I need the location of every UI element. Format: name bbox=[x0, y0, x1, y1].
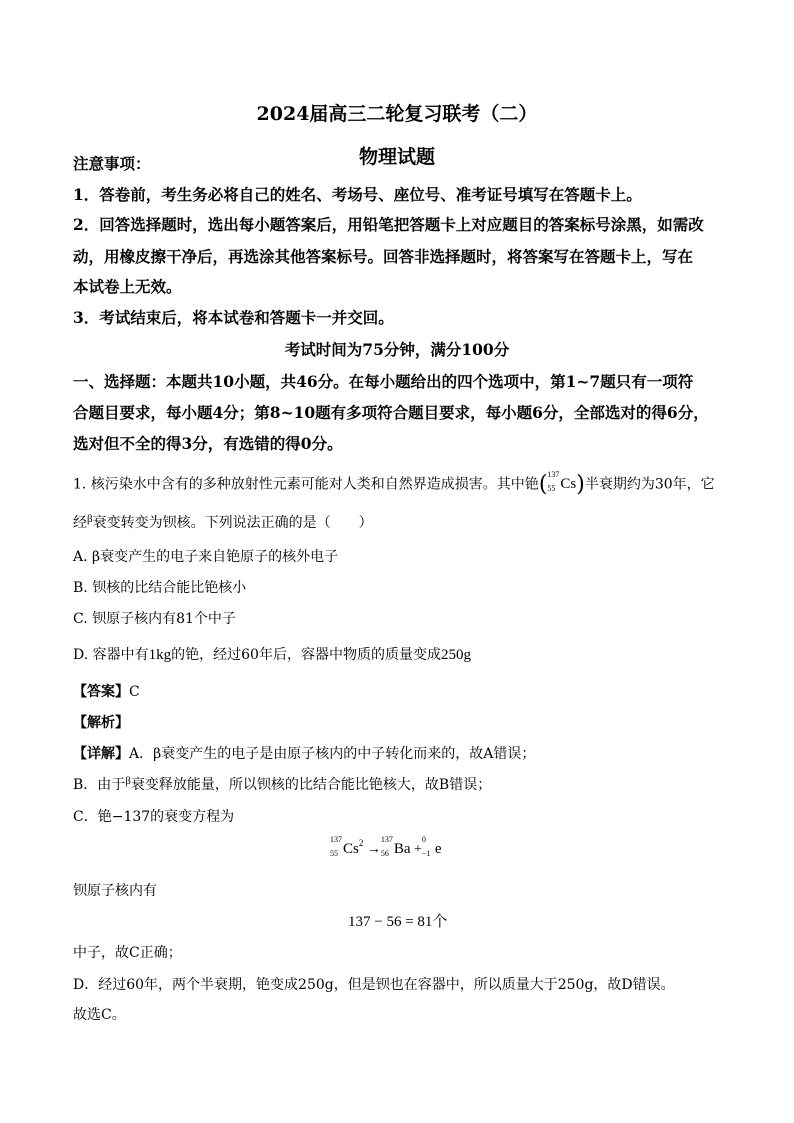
eq-e-atomic: −1 bbox=[421, 849, 431, 859]
eq-cs-mass: 137 bbox=[330, 835, 342, 845]
eq-arrow: → bbox=[366, 842, 381, 857]
detail-b-part-1: B．由于 bbox=[73, 777, 126, 793]
section1-line-1: 一、选择题：本题共10小题，共46分。在每小题给出的四个选项中，第1~7题只有一项符 bbox=[73, 372, 694, 391]
notice-item-3: 3．考试结束后，将本试卷和答题卡一并交回。 bbox=[73, 308, 394, 327]
answer-label: 【答案】 bbox=[73, 684, 129, 700]
eq-electron bbox=[421, 835, 442, 859]
beta-symbol: β bbox=[87, 513, 93, 525]
neutron-calc: 137 − 56 = 81个 bbox=[348, 914, 448, 930]
notice-heading: 注意事项： bbox=[73, 154, 151, 173]
question-1-stem-part-1: 1. 核污染水中含有的多种放射性元素可能对人类和自然界造成损害。其中铯 bbox=[73, 476, 539, 493]
eq-barium bbox=[380, 835, 411, 859]
cesium-symbol: Cs bbox=[560, 476, 577, 492]
option-d-mass-2: 250g bbox=[440, 647, 471, 663]
detail-b-part-2: 衰变释放能量，所以钡核的比结合能比铯核大，故B错误； bbox=[130, 777, 492, 793]
eq-cs-extra: 2 bbox=[358, 838, 364, 848]
notice-item-2-line-1: 2．回答选择题时，选出每小题答案后，用铅笔把答题卡上对应题目的答案标号涂黑，如需改 bbox=[73, 215, 704, 234]
detail-a-line bbox=[73, 743, 535, 763]
question-1-stem-part-2: 半衰期约为30年，它 bbox=[584, 476, 715, 493]
eq-ba-mass: 137 bbox=[380, 835, 393, 845]
close-paren: ) bbox=[576, 472, 585, 497]
option-b: B. 钡核的比结合能比铯核小 bbox=[73, 580, 247, 596]
detail-a-text: A．β衰变产生的电子是由原子核内的中子转化而来的，故A错误； bbox=[129, 746, 536, 762]
question-1-stem-line-2 bbox=[73, 512, 373, 532]
decay-equation bbox=[330, 835, 442, 859]
eq-ba-symbol: Ba bbox=[393, 841, 411, 858]
detail-c-line: C．铯−137的衰变方程为 bbox=[73, 809, 235, 825]
notice-item-1: 1．答卷前，考生务必将自己的姓名、考场号、座位号、准考证号填写在答题卡上。 bbox=[73, 185, 642, 204]
detail-label: 【详解】 bbox=[73, 746, 129, 762]
eq-e-symbol: e bbox=[434, 841, 442, 858]
cesium-atomic-number: 55 bbox=[547, 484, 556, 493]
detail-b-line bbox=[73, 774, 491, 794]
option-d-part-1: D. 容器中有 bbox=[73, 647, 149, 663]
section1-line-2: 合题目要求，每小题4分；第8~10题有多项符合题目要求，每小题6分，全部选对的得6分， bbox=[73, 403, 709, 422]
option-d-mass-1: 1kg bbox=[148, 647, 172, 663]
eq-plus: + bbox=[414, 842, 422, 857]
option-a: A. β衰变产生的电子来自铯原子的核外电子 bbox=[73, 549, 339, 565]
eq-e-mass: 0 bbox=[421, 835, 426, 845]
cesium-mass-number: 137 bbox=[547, 470, 560, 479]
section1-line-3: 选对但不全的得3分，有选错的得0分。 bbox=[73, 434, 343, 453]
answer-value: C bbox=[129, 684, 140, 700]
eq-cs-atomic: 55 bbox=[330, 849, 338, 859]
subject-title: 物理试题 bbox=[358, 146, 435, 168]
cesium-nuclide bbox=[547, 470, 577, 493]
answer-line bbox=[73, 681, 140, 701]
final-answer: 故选C。 bbox=[73, 1007, 126, 1023]
question-1-stem-line-1 bbox=[73, 472, 715, 497]
option-d-part-2: 的铯，经过60年后，容器中物质的质量变成 bbox=[171, 647, 441, 663]
eq-ba-atomic: 56 bbox=[380, 849, 389, 859]
eq-cesium bbox=[330, 835, 359, 859]
question-1-stem-line-2-b: 衰变转变为钡核。下列说法正确的是（ ） bbox=[92, 515, 373, 531]
option-d bbox=[73, 644, 471, 664]
detail-d-line: D．经过60年，两个半衰期，铯变成250g，但是钡也在容器中，所以质量大于250g，故D错误。 bbox=[73, 977, 675, 993]
open-paren: ( bbox=[538, 472, 548, 497]
analysis-label: 【解析】 bbox=[73, 715, 129, 731]
neutron-conclusion: 中子，故C正确； bbox=[73, 945, 182, 961]
notice-item-2-line-3: 本试卷上无效。 bbox=[73, 277, 182, 296]
option-c: C. 钡原子核内有81个中子 bbox=[73, 611, 236, 627]
notice-item-2-line-2: 动，用橡皮擦干净后，再选涂其他答案标号。回答非选择题时，将答案写在答题卡上，写在 bbox=[73, 247, 694, 266]
neutron-intro: 钡原子核内有 bbox=[73, 883, 157, 899]
eq-cs-symbol: Cs bbox=[343, 841, 359, 858]
exam-info: 考试时间为75分钟，满分100分 bbox=[284, 340, 510, 359]
exam-title: 2024届高三二轮复习联考（二） bbox=[256, 103, 538, 125]
detail-b-beta: β bbox=[125, 775, 131, 787]
question-1-stem-line-2-a: 经 bbox=[73, 515, 87, 531]
